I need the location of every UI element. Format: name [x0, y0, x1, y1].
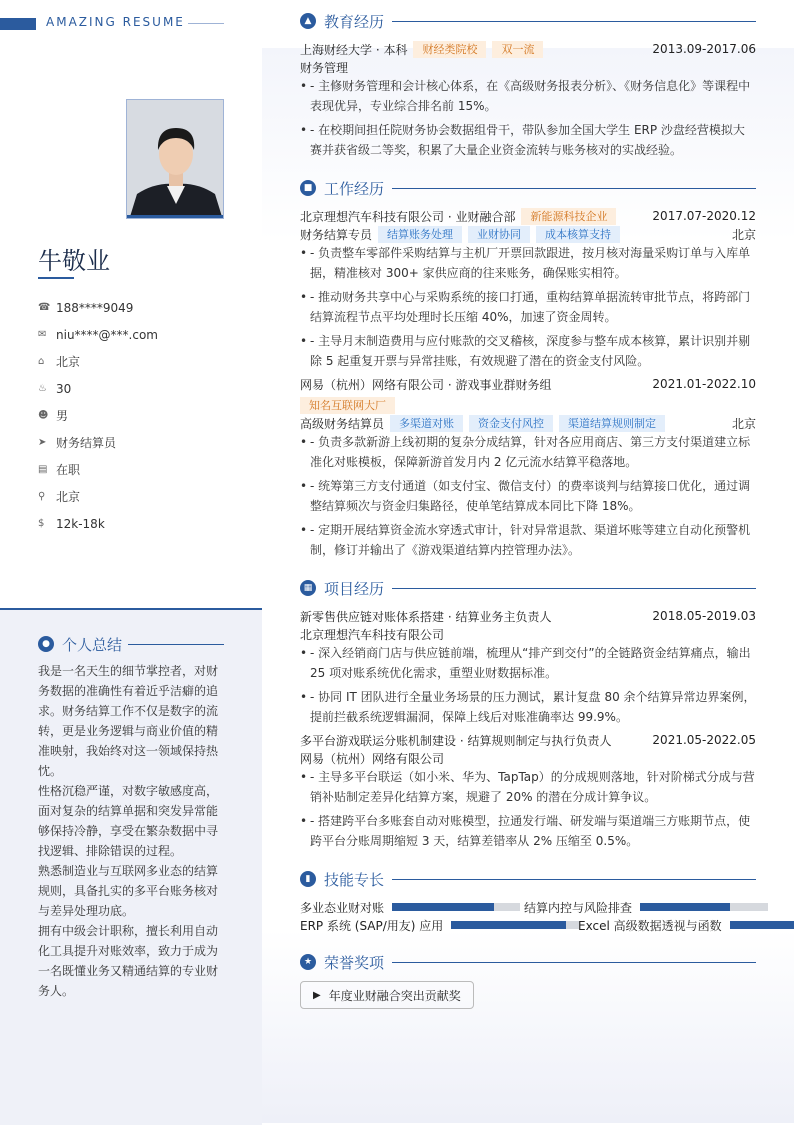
send-icon: ➤ — [38, 437, 47, 448]
company-tag: 知名互联网大厂 — [300, 397, 395, 414]
gender-icon: ☻ — [38, 410, 49, 421]
skill-bar-fill — [640, 903, 730, 911]
skill-name: 多业态业财对账 — [300, 900, 385, 915]
school-tag: 双一流 — [492, 41, 543, 58]
bullet-text: - 深入经销商门店与供应链前端，梳理从“排产到交付”的全链路资金结算痛点，输出 25 项对账系统优化需求，重塑业财数据标准。 — [310, 646, 751, 680]
skill-name: ERP 系统 (SAP/用友) 应用 — [300, 918, 444, 933]
job-company-row — [300, 207, 756, 225]
education-period: 2013.09-2017.06 — [652, 42, 756, 56]
skill-bar — [730, 921, 794, 929]
project-company: 北京理想汽车科技有限公司 — [300, 627, 445, 642]
school-name: 上海财经大学 · 本科 — [300, 42, 408, 57]
school-tag: 财经类院校 — [413, 41, 486, 58]
skill-bar-fill — [730, 921, 794, 929]
job-position: 财务结算专员 — [300, 227, 373, 242]
skills-divider — [392, 879, 756, 880]
info-text: 北京 — [56, 490, 81, 504]
skill-item — [300, 916, 579, 934]
position-tag: 多渠道对账 — [390, 415, 463, 432]
project-bullet: • - 协同 IT 团队进行全量业务场景的压力测试，累计复盘 80 余个结算异常边界案例，提前拦截系统逻辑漏洞，保障上线后对账准确率达 99.9%。 — [300, 687, 756, 727]
job-bullet: • - 推动财务共享中心与采购系统的接口打通，重构结算单据流转审批节点，将跨部门结算流程节点平均处理时长压缩 40%，加速了资金周转。 — [300, 287, 756, 327]
job-position-row — [300, 225, 756, 243]
major-name: 财务管理 — [300, 60, 349, 75]
job-bullet: • - 统筹第三方支付通道（如支付宝、微信支付）的费率谈判与结算接口优化，通过调整结算频次与资金归集路径，使单笔结算成本同比下降 18%。 — [300, 476, 756, 516]
summary-paragraph: 拥有中级会计职称，擅长利用自动化工具提升对账效率，致力于成为一名既懂业务又精通结算的专业财务人。 — [38, 924, 219, 998]
skill-bar-fill — [392, 903, 494, 911]
job-city: 北京 — [731, 227, 756, 242]
brand-bar — [0, 18, 36, 30]
info-item — [38, 456, 158, 483]
award-icon: ★ — [300, 954, 316, 970]
bullet-text: - 主修财务管理和会计核心体系，在《高级财务报表分析》、《财务信息化》等课程中表现优异，专业综合排名前 15%。 — [310, 79, 751, 113]
skill-item — [524, 898, 768, 916]
skill-name: Excel 高级数据透视与函数 — [578, 918, 722, 933]
info-text: 北京 — [56, 355, 81, 369]
name-underline — [38, 277, 74, 279]
location-icon: ⚲ — [38, 491, 46, 502]
skill-item — [578, 916, 794, 934]
education-school-row — [300, 40, 756, 58]
bullet-text: - 推动财务共享中心与采购系统的接口打通，重构结算单据流转审批节点，将跨部门结算流程节点平均处理时长压缩 40%，加速了资金周转。 — [310, 290, 751, 324]
bullet-text: - 负责多款新游上线初期的复杂分成结算，针对各应用商店、第三方支付渠道建立标准化对账模板，保障新游首发月内 2 亿元流水结算平稳落地。 — [310, 435, 751, 469]
skill-bar-fill — [451, 921, 566, 929]
work-header — [300, 178, 756, 198]
project-period: 2018.05-2019.03 — [652, 609, 756, 623]
summary-title: 个人总结 — [62, 635, 123, 654]
skills-header — [300, 869, 756, 889]
honor-item — [300, 981, 474, 1009]
summary-paragraph: 熟悉制造业与互联网多业态的结算规则，具备扎实的多平台账务核对与差异处理功底。 — [38, 864, 219, 918]
mail-icon: ✉ — [38, 329, 47, 340]
work-divider — [392, 188, 756, 189]
candidate-name: 牛敬业 — [38, 247, 110, 275]
grid-icon: ▦ — [300, 580, 316, 596]
projects-header — [300, 578, 756, 598]
bullet-text: - 定期开展结算资金流水穿透式审计，针对异常退款、渠道坏账等建立自动化预警机制，修订并输出了《游戏渠道结算内控管理办法》。 — [310, 523, 751, 557]
user-icon: ● — [38, 636, 54, 652]
bullet-text: - 负责整车零部件采购结算与主机厂开票回款跟进，按月核对海量采购订单与入库单据，精准核对 300+ 家供应商的往来账务，确保账实相符。 — [310, 246, 751, 280]
company-tag: 新能源科技企业 — [521, 208, 616, 225]
job-company: 网易（杭州）网络有限公司 · 游戏事业群财务组 — [300, 377, 552, 392]
summary-header — [38, 634, 224, 654]
skill-bar — [640, 903, 768, 911]
play-icon: ▶ — [313, 989, 321, 1001]
cake-icon: ♨ — [38, 383, 47, 394]
photo-accent — [127, 215, 223, 218]
info-item — [38, 321, 158, 348]
project-name: 多平台游戏联运分账机制建设 · 结算规则制定与执行负责人 — [300, 733, 612, 748]
skill-name: 结算内控与风险排查 — [524, 900, 633, 915]
briefcase-icon: ■ — [300, 180, 316, 196]
job-period: 2017.07-2020.12 — [652, 209, 756, 223]
position-tag: 成本核算支持 — [536, 226, 620, 243]
skill-bar — [392, 903, 520, 911]
brand-title: AMAZING RESUME — [46, 15, 185, 29]
position-tag: 业财协同 — [468, 226, 530, 243]
project-company-row — [300, 625, 756, 643]
summary-body — [38, 661, 224, 1001]
phone-icon: ☎ — [38, 302, 51, 313]
info-text: 30 — [56, 381, 72, 396]
info-text: niu****@***.com — [56, 327, 158, 342]
briefcase-icon: ▤ — [38, 464, 48, 475]
bullet-text: - 统筹第三方支付通道（如支付宝、微信支付）的费率谈判与结算接口优化，通过调整结算频次与资金归集路径，使单笔结算成本同比下降 18%。 — [310, 479, 751, 513]
work-title: 工作经历 — [324, 179, 385, 198]
project-name: 新零售供应链对账体系搭建 · 结算业务主负责人 — [300, 609, 552, 624]
bullet-text: - 在校期间担任院财务协会数据组骨干，带队参加全国大学生 ERP 沙盘经营模拟大赛并获省级二等奖，积累了大量企业资金流转与账务核对的实战经验。 — [310, 123, 745, 157]
education-title: 教育经历 — [324, 12, 385, 31]
summary-divider — [128, 644, 224, 645]
job-company: 北京理想汽车科技有限公司 · 业财融合部 — [300, 209, 516, 224]
projects-title: 项目经历 — [324, 579, 385, 598]
project-company: 网易（杭州）网络有限公司 — [300, 751, 445, 766]
info-text: 在职 — [56, 463, 81, 477]
info-item — [38, 483, 158, 510]
honor-text: 年度业财融合突出贡献奖 — [328, 988, 461, 1003]
education-bullet: • - 在校期间担任院财务协会数据组骨干，带队参加全国大学生 ERP 沙盘经营模拟大赛并获省级二等奖，积累了大量企业资金流转与账务核对的实战经验。 — [300, 120, 756, 160]
job-bullet: • - 定期开展结算资金流水穿透式审计，针对异常退款、渠道坏账等建立自动化预警机制，修订并输出了《游戏渠道结算内控管理办法》。 — [300, 520, 756, 560]
position-tag: 渠道结算规则制定 — [559, 415, 665, 432]
job-bullet: • - 负责整车零部件采购结算与主机厂开票回款跟进，按月核对海量采购订单与入库单据，精准核对 300+ 家供应商的往来账务，确保账实相符。 — [300, 243, 756, 283]
education-bullet: • - 主修财务管理和会计核心体系，在《高级财务报表分析》、《财务信息化》等课程中表现优异，专业综合排名前 15%。 — [300, 76, 756, 116]
info-item — [38, 402, 158, 429]
bullet-text: - 协同 IT 团队进行全量业务场景的压力测试，累计复盘 80 余个结算异常边界案例，提前拦截系统逻辑漏洞，保障上线后对账准确率达 99.9%。 — [310, 690, 756, 724]
project-bullet: • - 深入经销商门店与供应链前端，梳理从“排产到交付”的全链路资金结算痛点，输出 25 项对账系统优化需求，重塑业财数据标准。 — [300, 643, 756, 683]
info-item — [38, 510, 158, 537]
honors-header — [300, 952, 756, 972]
info-text: 188****9049 — [56, 300, 134, 315]
bullet-text: - 主导月末制造费用与应付账款的交叉稽核，深度参与整车成本核算，累计识别并剔除 5 起重复开票与异常挂账，有效规避了潜在的资金支付风险。 — [310, 334, 751, 368]
info-text: 男 — [56, 409, 69, 423]
info-item — [38, 348, 158, 375]
project-period: 2021.05-2022.05 — [652, 733, 756, 747]
job-position-row — [300, 414, 756, 432]
info-item — [38, 429, 158, 456]
position-tag: 资金支付风控 — [469, 415, 553, 432]
avatar — [126, 99, 224, 219]
job-position: 高级财务结算员 — [300, 416, 385, 431]
education-major-row — [300, 58, 756, 76]
bar-chart-icon: ▮ — [300, 871, 316, 887]
job-bullet: • - 负责多款新游上线初期的复杂分成结算，针对各应用商店、第三方支付渠道建立标准化对账模板，保障新游首发月内 2 亿元流水结算平稳落地。 — [300, 432, 756, 472]
skill-bar — [451, 921, 579, 929]
skills-title: 技能专长 — [324, 870, 385, 889]
info-text: 财务结算员 — [56, 436, 117, 450]
position-tag: 结算账务处理 — [378, 226, 462, 243]
job-tag-row — [300, 396, 756, 414]
honors-divider — [392, 962, 756, 963]
education-divider — [392, 21, 756, 22]
info-item — [38, 375, 158, 402]
home-icon: ⌂ — [38, 356, 45, 367]
education-header — [300, 11, 756, 31]
project-name-row — [300, 731, 756, 749]
summary-paragraph: 我是一名天生的细节掌控者，对财务数据的准确性有着近乎洁癖的追求。财务结算工作不仅是数字的流转，更是业务逻辑与商业价值的精准映射，我始终对这一领域保持热忱。 — [38, 664, 219, 778]
job-bullet: • - 主导月末制造费用与应付账款的交叉稽核，深度参与整车成本核算，累计识别并剔除 5 起重复开票与异常挂账，有效规避了潜在的资金支付风险。 — [300, 331, 756, 371]
project-bullet: • - 搭建跨平台多账套自动对账模型，拉通发行端、研发端与渠道端三方账期节点，使跨平台分账周期缩短 3 天，结算差错率从 2% 压缩至 0.5%。 — [300, 811, 756, 851]
brand-divider — [188, 23, 224, 24]
contact-info-list — [38, 294, 158, 537]
honors-title: 荣誉奖项 — [324, 953, 385, 972]
skill-item — [300, 898, 520, 916]
job-company-row — [300, 375, 756, 393]
info-text: 12k-18k — [56, 516, 105, 531]
projects-divider — [392, 588, 756, 589]
salary-icon: $ — [38, 518, 45, 529]
info-item — [38, 294, 158, 321]
bullet-text: - 主导多平台联运（如小米、华为、TapTap）的分成规则落地，针对阶梯式分成与营销补贴制定差异化结算方案，规避了 20% 的潜在分成计算争议。 — [310, 770, 755, 804]
project-bullet: • - 主导多平台联运（如小米、华为、TapTap）的分成规则落地，针对阶梯式分成与营销补贴制定差异化结算方案，规避了 20% 的潜在分成计算争议。 — [300, 767, 756, 807]
project-name-row — [300, 607, 756, 625]
bullet-text: - 搭建跨平台多账套自动对账模型，拉通发行端、研发端与渠道端三方账期节点，使跨平台分账周期缩短 3 天，结算差错率从 2% 压缩至 0.5%。 — [310, 814, 751, 848]
job-period: 2021.01-2022.10 — [652, 377, 756, 391]
job-city: 北京 — [731, 416, 756, 431]
graduation-cap-icon: ▲ — [300, 13, 316, 29]
project-company-row — [300, 749, 756, 767]
summary-paragraph: 性格沉稳严谨，对数字敏感度高，面对复杂的结算单据和突发异常能够保持冷静，享受在繁杂数据中寻找逻辑、排除错误的过程。 — [38, 784, 219, 858]
portrait-icon — [127, 100, 224, 219]
